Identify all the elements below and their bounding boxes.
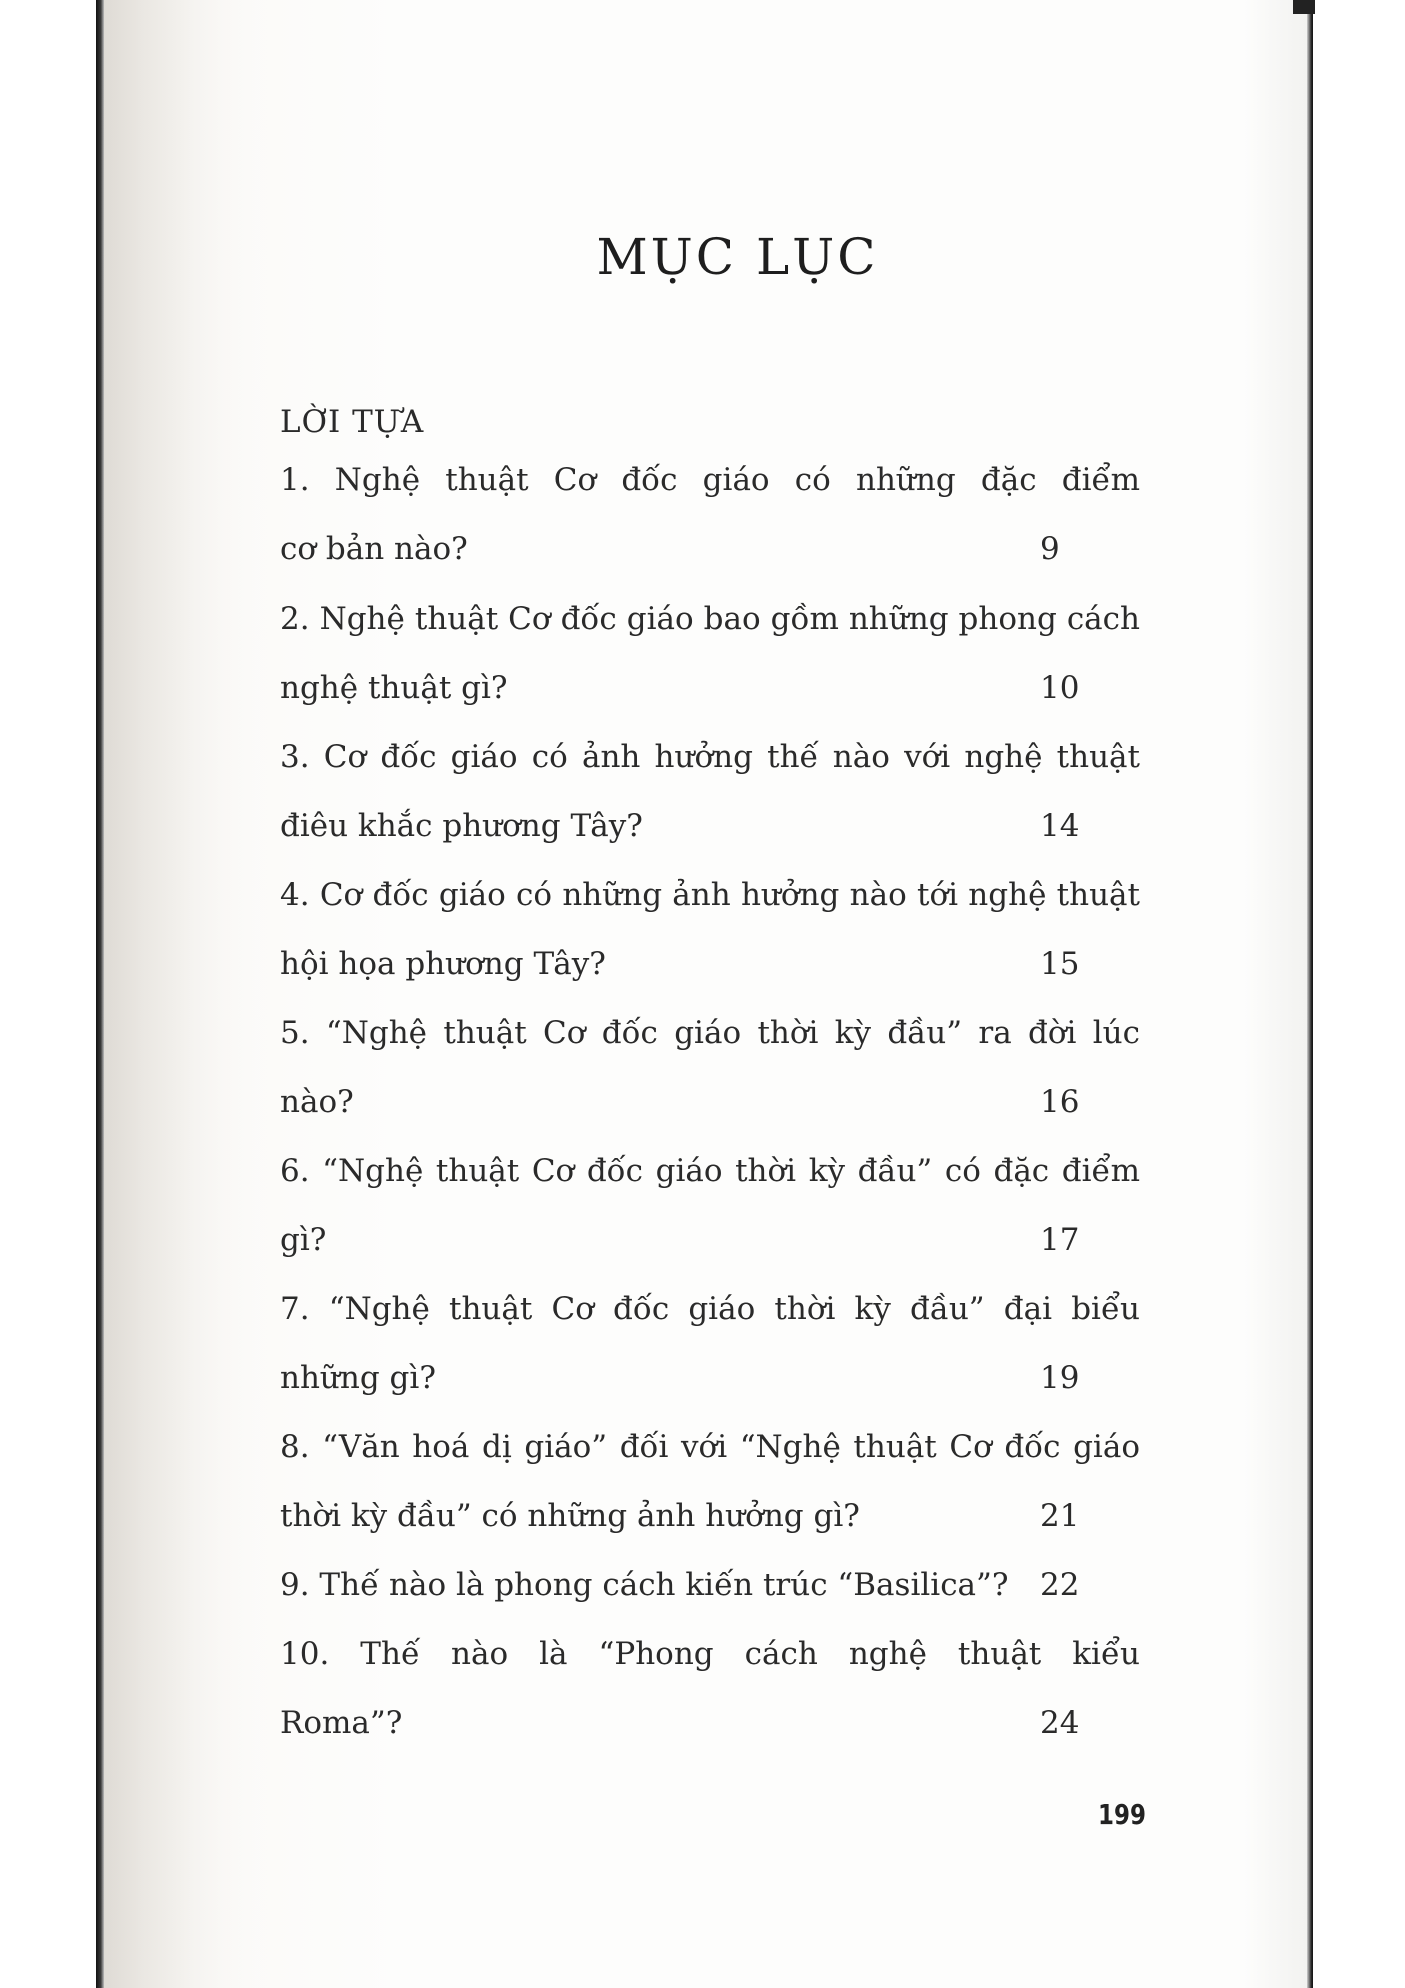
toc-entry-2-line1: 2. Nghệ thuật Cơ đốc giáo bao gồm những phong cách bbox=[280, 601, 1140, 637]
toc-entry-4-continuation: hội họa phương Tây? bbox=[280, 946, 606, 982]
toc-entry-9-page: 22 bbox=[1040, 1567, 1080, 1603]
page-number: 199 bbox=[1098, 1798, 1146, 1831]
toc-entry-3-continuation: điêu khắc phương Tây? bbox=[280, 808, 643, 844]
binding-shadow bbox=[104, 0, 254, 1988]
left-binding-edge bbox=[96, 0, 104, 1988]
toc-entry-7-page: 19 bbox=[1040, 1360, 1080, 1396]
toc-entry-6-line2 bbox=[280, 1218, 1140, 1262]
toc-entry-2-line2 bbox=[280, 666, 1140, 710]
toc-entry-5-line1: 5. “Nghệ thuật Cơ đốc giáo thời kỳ đầu” ra đời lúc bbox=[280, 1015, 1140, 1051]
toc-entry-9-line1 bbox=[280, 1563, 1140, 1607]
toc-entry-3-line2 bbox=[280, 804, 1140, 848]
toc-entry-10-line1: 10. Thế nào là “Phong cách nghệ thuật kiểu bbox=[280, 1636, 1140, 1672]
toc-entry-4-line2 bbox=[280, 942, 1140, 986]
toc-entry-5-line2 bbox=[280, 1080, 1140, 1124]
toc-entry-3-page: 14 bbox=[1040, 808, 1080, 844]
toc-entry-10-line2 bbox=[280, 1701, 1140, 1745]
toc-entry-6-page: 17 bbox=[1040, 1222, 1080, 1258]
toc-entry-8-page: 21 bbox=[1040, 1498, 1080, 1534]
toc-entry-1-page: 9 bbox=[1040, 531, 1060, 567]
toc-entry-6-continuation: gì? bbox=[280, 1222, 327, 1258]
toc-entry-5-continuation: nào? bbox=[280, 1084, 354, 1120]
toc-entry-8-continuation: thời kỳ đầu” có những ảnh hưởng gì? bbox=[280, 1498, 860, 1534]
toc-entry-1-line2 bbox=[280, 527, 1140, 571]
toc-entry-9-title: 9. Thế nào là phong cách kiến trúc “Basilica”? bbox=[280, 1567, 1009, 1603]
toc-entry-8-line1: 8. “Văn hoá dị giáo” đối với “Nghệ thuật Cơ đốc giáo bbox=[280, 1429, 1140, 1465]
toc-entry-1-continuation: cơ bản nào? bbox=[280, 531, 468, 567]
toc-entry-5-page: 16 bbox=[1040, 1084, 1080, 1120]
toc-entry-2-page: 10 bbox=[1040, 670, 1080, 706]
toc-entry-7-continuation: những gì? bbox=[280, 1360, 436, 1396]
preface-entry: LỜI TỰA bbox=[280, 404, 425, 440]
right-corner-mark bbox=[1293, 0, 1315, 14]
toc-entry-4-page: 15 bbox=[1040, 946, 1080, 982]
toc-entry-8-line2 bbox=[280, 1494, 1140, 1538]
toc-entry-6-line1: 6. “Nghệ thuật Cơ đốc giáo thời kỳ đầu” có đặc điểm bbox=[280, 1153, 1140, 1189]
right-page-edge bbox=[1307, 0, 1313, 1988]
toc-entry-10-page: 24 bbox=[1040, 1705, 1080, 1741]
toc-entry-7-line2 bbox=[280, 1356, 1140, 1400]
toc-entry-2-continuation: nghệ thuật gì? bbox=[280, 670, 508, 706]
page-title: MỤC LỤC bbox=[596, 228, 879, 286]
toc-entry-7-line1: 7. “Nghệ thuật Cơ đốc giáo thời kỳ đầu” đại biểu bbox=[280, 1291, 1140, 1327]
toc-entry-10-continuation: Roma”? bbox=[280, 1705, 403, 1741]
paper-sheet bbox=[104, 0, 1307, 1988]
toc-entry-1-line1: 1. Nghệ thuật Cơ đốc giáo có những đặc điểm bbox=[280, 462, 1140, 498]
toc-entry-4-line1: 4. Cơ đốc giáo có những ảnh hưởng nào tới nghệ thuật bbox=[280, 877, 1140, 913]
toc-entry-3-line1: 3. Cơ đốc giáo có ảnh hưởng thế nào với nghệ thuật bbox=[280, 739, 1140, 775]
